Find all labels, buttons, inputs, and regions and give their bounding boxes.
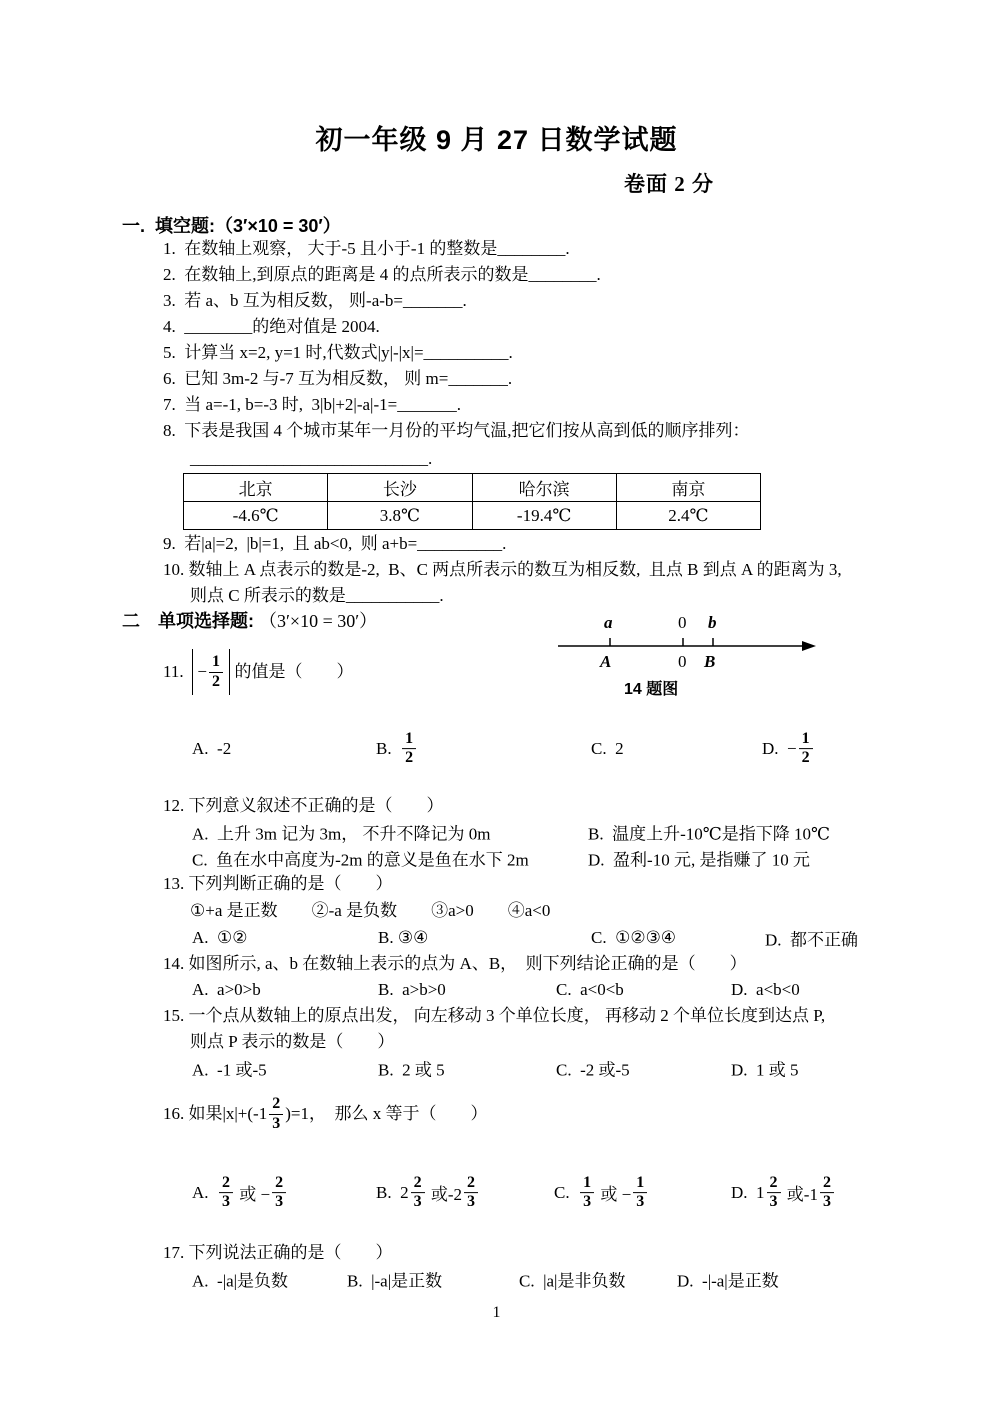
q14-option-b: B. a>b>0 [378, 980, 446, 999]
temp-cell: -4.6℃ [184, 502, 328, 530]
section1-label: 一. 填空题: [122, 216, 215, 236]
q16-options [0, 1158, 993, 1228]
q15-stem-line2: 则点 P 表示的数是（ ） [190, 1032, 395, 1051]
q13-statements: ①+a 是正数 ②-a 是负数 ③a>0 ④a<0 [190, 901, 551, 920]
q11-option-d: D. − $\frac{1}{2}$ [762, 730, 815, 768]
number-line-axis [558, 610, 818, 710]
q16-option-d: D. 1 $\frac{2}{3}$ 或-1 $\frac{2}{3}$ [731, 1174, 836, 1212]
q13-option-b: B. ③④ [378, 928, 429, 947]
q15-option-b: B. 2 或 5 [378, 1060, 445, 1080]
q11-option-a: A. -2 [192, 739, 232, 758]
q11-option-c: C. 2 [591, 739, 624, 758]
q12-options-row2 [0, 845, 993, 871]
q11-option-b: B. $\frac{1}{2}$ [376, 730, 418, 768]
q14-option-a: A. a>0>b [192, 980, 261, 999]
section2-points: （3′×10 = 30′） [259, 611, 378, 631]
q17-option-a: A. -|a|是负数 [192, 1271, 289, 1291]
table-row-cities [184, 474, 761, 502]
axis-label-a: a [604, 613, 613, 632]
temperature-table [183, 473, 761, 530]
axis-point-A: A [600, 652, 612, 671]
section2-heading [122, 607, 377, 633]
fill-item-5: 5. 计算当 x=2, y=1 时,代数式|y|-|x|=__________. [163, 343, 513, 362]
fill-item-9: 9. 若|a|=2, |b|=1, 且 ab<0, 则 a+b=__________. [163, 534, 507, 553]
q16-stem: 16. 如果|x|+(-1 $\frac{2}{3}$ )=1， 那么 x 等于（ ） [163, 1095, 488, 1132]
q15-option-c: C. -2 或-5 [556, 1060, 630, 1080]
q11-stem: 11. − $\frac{1}{2}$ 的值是（ ） [163, 643, 353, 701]
q12-stem: 12. 下列意义叙述不正确的是（ ） [163, 796, 444, 815]
q17-option-b: B. |-a|是正数 [347, 1271, 443, 1291]
city-cell: 长沙 [328, 474, 472, 502]
table-row-temps [184, 502, 761, 530]
q14-stem: 14. 如图所示, a、b 在数轴上表示的点为 A、B， 则下列结论正确的是（ ） [163, 954, 747, 973]
q11-options [0, 718, 993, 780]
fill-item-7: 7. 当 a=-1, b=-3 时, 3|b|+2|-a|-1=_______. [163, 395, 461, 414]
fill-item-10-line2: 则点 C 所表示的数是___________. [190, 586, 444, 605]
city-cell: 哈尔滨 [472, 474, 616, 502]
q13-options [0, 925, 993, 951]
q13-stem: 13. 下列判断正确的是（ ） [163, 874, 393, 893]
temp-cell: -19.4℃ [472, 502, 616, 530]
page-number: 1 [492, 1304, 501, 1321]
q14-options [0, 977, 993, 1003]
axis-label-zero-top: 0 [678, 613, 687, 632]
q17-options [0, 1266, 993, 1292]
number-line-figure [558, 610, 818, 710]
q17-stem: 17. 下列说法正确的是（ ） [163, 1243, 393, 1262]
q14-option-d: D. a<b<0 [731, 980, 800, 999]
fill-item-8: 8. 下表是我国 4 个城市某年一月份的平均气温,把它们按从高到低的顺序排列： [163, 421, 750, 440]
q16-option-b: B. 2 $\frac{2}{3}$ 或-2 $\frac{2}{3}$ [376, 1174, 480, 1212]
q15-option-a: A. -1 或-5 [192, 1060, 267, 1080]
section1-heading [122, 212, 341, 238]
paper-face-points: 卷面 2 分 [624, 172, 714, 196]
city-cell: 南京 [616, 474, 760, 502]
figure-caption: 14 题图 [624, 681, 679, 698]
q15-options [0, 1055, 993, 1081]
fill-item-10: 10. 数轴上 A 点表示的数是-2, B、C 两点所表示的数互为相反数, 且点 B 到点 A 的距离为 3, [163, 560, 842, 579]
q16-option-c: C. $\frac{1}{3}$ 或 − $\frac{1}{3}$ [554, 1174, 649, 1212]
q12-option-a: A. 上升 3m 记为 3m， 不升不降记为 0m [192, 824, 491, 844]
axis-label-zero-bottom: 0 [678, 652, 687, 671]
q13-option-d: D. 都不正确 [765, 930, 859, 950]
q13-option-c: C. ①②③④ [591, 928, 677, 947]
fill-item-8-blank: ____________________________. [190, 449, 433, 468]
page-title: 初一年级 9 月 27 日数学试题 [315, 125, 678, 155]
q15-stem-line1: 15. 一个点从数轴上的原点出发， 向左移动 3 个单位长度， 再移动 2 个单位长度到达点 P, [163, 1006, 826, 1025]
q17-option-c: C. |a|是非负数 [519, 1271, 626, 1291]
fill-item-4: 4. ________的绝对值是 2004. [163, 317, 380, 336]
section1-points: （3′×10 = 30′） [215, 216, 341, 236]
axis-point-B: B [704, 652, 716, 671]
q15-option-d: D. 1 或 5 [731, 1060, 799, 1080]
fill-item-6: 6. 已知 3m-2 与-7 互为相反数， 则 m=_______. [163, 369, 513, 388]
q16-option-a: A. $\frac{2}{3}$ 或 − $\frac{2}{3}$ [192, 1174, 288, 1212]
q17-option-d: D. -|-a|是正数 [677, 1271, 779, 1291]
q12-option-c: C. 鱼在水中高度为-2m 的意义是鱼在水下 2m [192, 850, 529, 870]
q14-option-c: C. a<0<b [556, 980, 624, 999]
q13-option-a: A. ①② [192, 928, 248, 947]
city-cell: 北京 [184, 474, 328, 502]
q12-option-b: B. 温度上升-10℃是指下降 10℃ [588, 824, 831, 844]
axis-label-b: b [708, 613, 717, 632]
q12-option-d: D. 盈利-10 元, 是指赚了 10 元 [588, 850, 810, 870]
temp-cell: 3.8℃ [328, 502, 472, 530]
fill-item-2: 2. 在数轴上,到原点的距离是 4 的点所表示的数是________. [163, 265, 601, 284]
section2-label: 二 单项选择题: [122, 611, 259, 631]
temp-cell: 2.4℃ [616, 502, 760, 530]
fill-item-3: 3. 若 a、b 互为相反数， 则-a-b=_______. [163, 291, 467, 310]
fill-item-1: 1. 在数轴上观察， 大于-5 且小于-1 的整数是________. [163, 239, 570, 258]
q12-options-row1 [0, 819, 993, 845]
